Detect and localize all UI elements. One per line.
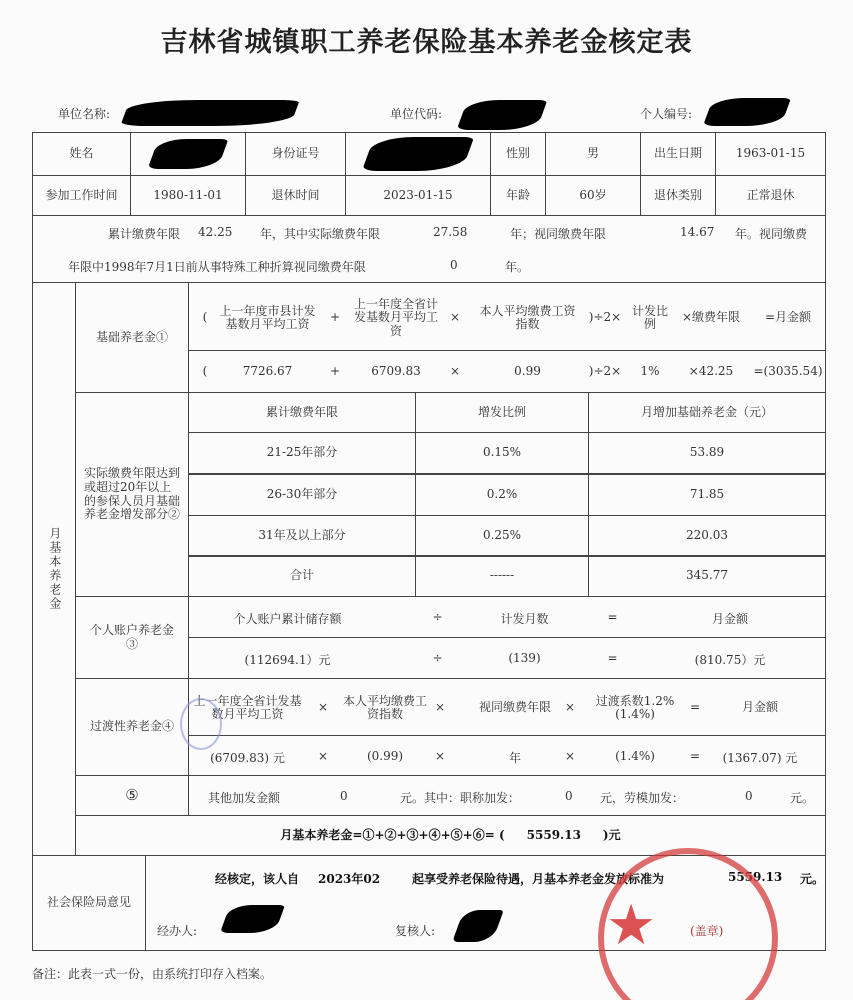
extra-table-cell: 21-25年部分 — [188, 432, 416, 474]
account-value-term: = — [607, 651, 618, 665]
extra-header: 月增加基础养老金（元） — [588, 392, 826, 433]
basic-value-term: )÷2× — [588, 364, 622, 378]
retire-value: 2023-01-15 — [345, 175, 491, 216]
seal-text: (盖章) — [690, 924, 724, 938]
basic-value-term: 6709.83 — [371, 364, 421, 378]
work-start-value: 1980-11-01 — [130, 175, 246, 216]
extra-table-cell: 0.2% — [415, 474, 589, 516]
basic-value-term: 1% — [640, 364, 660, 378]
basic-value-term: ×42.25 — [688, 364, 734, 378]
extra-header: 增发比例 — [415, 392, 589, 433]
other-text-4: 元。 — [790, 791, 815, 805]
extra-table-cell: 合计 — [188, 555, 416, 597]
transition-header-term: 视同缴费年限 — [478, 700, 551, 715]
basic-header-term: × — [449, 310, 461, 325]
id-label: 身份证号 — [245, 132, 346, 176]
basic-header-term: 计发比例 — [631, 303, 668, 331]
form-title: 吉林省城镇职工养老保险基本养老金核定表 — [160, 27, 693, 58]
extra-table-cell: ------ — [415, 555, 589, 597]
footnote: 备注：此表一式一份，由系统打印存入档案。 — [32, 967, 273, 981]
account-header-term: 月金额 — [711, 612, 748, 626]
account-value-term: (810.75）元 — [694, 653, 766, 667]
deemed-years: 14.67 — [680, 225, 715, 239]
transition-value-term: × — [564, 749, 576, 763]
extra-table-cell: 0.15% — [415, 432, 589, 474]
transition-value-term: (1367.07) 元 — [722, 751, 798, 765]
years-text-5: 年限中1998年7月1日前从事特殊工种折算视同缴费年限 — [68, 260, 366, 274]
redacted-id — [362, 137, 474, 171]
side-label: 月基本养老金 — [32, 282, 76, 856]
years-text-2: 年，其中实际缴费年限 — [260, 227, 381, 241]
name-label: 姓名 — [32, 132, 131, 176]
extra-table-cell: 26-30年部分 — [188, 474, 416, 516]
gender-value: 男 — [545, 132, 641, 176]
title-add-amount: 0 — [565, 789, 573, 803]
age-label: 年龄 — [490, 175, 546, 216]
retire-label: 退休时间 — [245, 175, 346, 216]
redacted-unit-code — [457, 100, 548, 130]
other-text-3: 元，劳模加发： — [600, 791, 685, 805]
redacted-name — [148, 139, 229, 169]
redacted-unit-name — [120, 100, 299, 126]
work-start-label: 参加工作时间 — [32, 175, 131, 216]
extra-table-cell: 71.85 — [588, 474, 826, 516]
extra-table-cell: 220.03 — [588, 515, 826, 557]
account-value-term: ÷ — [432, 651, 443, 665]
other-label: ⑤ — [75, 775, 189, 816]
total-formula: 月基本养老金=①+②+③+④+⑤+⑥= ( — [280, 827, 505, 842]
years-text-3: 年；视同缴费年限 — [510, 227, 607, 241]
transition-header-term: 月金额 — [741, 700, 778, 715]
unit-code-label: 单位代码: — [390, 107, 443, 121]
extra-table-cell: 345.77 — [588, 555, 826, 597]
special-years: 0 — [450, 258, 458, 272]
personal-id-label: 个人编号: — [640, 107, 693, 121]
opinion-text-2: 起享受养老保险待遇，月基本养老金发放标准为 — [412, 872, 665, 886]
birth-value: 1963-01-15 — [715, 132, 826, 176]
other-text-1: 其他加发金额 — [208, 791, 281, 805]
name-value — [130, 132, 246, 176]
basic-header-term: =月金额 — [764, 310, 812, 325]
opinion-label: 社会保险局意见 — [32, 855, 146, 951]
extra-table-cell: 31年及以上部分 — [188, 515, 416, 557]
extra-pension-label: 实际缴费年限达到或超过20年以上的参保人员月基础养老金增发部分② — [75, 392, 189, 597]
basic-value-term: =(3035.54) — [753, 364, 823, 378]
transition-value-term: (0.99) — [366, 749, 404, 763]
touch-indicator — [180, 698, 222, 750]
account-header-term: 个人账户累计储存额 — [233, 612, 342, 626]
transition-header-term: × — [434, 700, 446, 715]
basic-value-term: 7726.67 — [242, 364, 293, 378]
basic-header-term: )÷2× — [588, 310, 622, 325]
model-add-amount: 0 — [745, 789, 753, 803]
basic-value-term: × — [449, 364, 461, 378]
basic-value-term: ( — [202, 364, 208, 378]
transition-value-term: 年 — [508, 751, 521, 765]
account-value-term: (112694.1）元 — [244, 653, 331, 667]
transition-header-term: 本人平均缴费工资指数 — [342, 693, 427, 721]
redacted-personal-id — [703, 98, 791, 126]
transition-header-term: × — [564, 700, 576, 715]
extra-table-cell: 0.25% — [415, 515, 589, 557]
actual-years: 27.58 — [433, 225, 468, 239]
basic-value-term: 0.99 — [514, 364, 541, 378]
basic-header-term: + — [329, 310, 341, 325]
birth-label: 出生日期 — [640, 132, 716, 176]
basic-header-term: ×缴费年限 — [681, 310, 741, 325]
other-text-2: 元。其中：职称加发： — [400, 791, 521, 805]
basic-header-term: 上一年度全省计发基数月平均工资 — [353, 297, 438, 338]
transition-pension-label: 过渡性养老金④ — [75, 678, 189, 776]
extra-header: 累计缴费年限 — [188, 392, 416, 433]
transition-header-term: × — [317, 700, 329, 715]
transition-header-term: = — [689, 700, 701, 715]
basic-value-term: + — [329, 364, 341, 378]
transition-value-term: (1.4%) — [615, 749, 655, 763]
transition-header-term: 过渡系数1.2%(1.4%) — [595, 693, 675, 721]
years-text-6: 年。 — [505, 260, 530, 274]
total-amount: 5559.13 — [526, 827, 581, 842]
years-text-1: 累计缴费年限 — [108, 227, 181, 241]
extra-table-cell: 53.89 — [588, 432, 826, 474]
transition-value-term: (6709.83) 元 — [210, 751, 285, 765]
id-value — [345, 132, 491, 176]
handler-label: 经办人: — [157, 924, 198, 938]
years-text-4: 年。视同缴费 — [735, 227, 808, 241]
opinion-start: 2023年02 — [318, 872, 381, 886]
basic-header-term: 本人平均缴费工资指数 — [479, 303, 576, 331]
account-header-term: ÷ — [432, 610, 443, 624]
transition-header-term: 上一年度全省计发基数月平均工资 — [193, 693, 302, 721]
account-header-term: = — [607, 610, 618, 624]
account-pension-label: 个人账户养老金③ — [75, 596, 189, 679]
basic-pension-label: 基础养老金① — [75, 282, 189, 393]
basic-header-term: ( — [202, 310, 208, 325]
age-value: 60岁 — [545, 175, 641, 216]
transition-value-term: × — [434, 749, 446, 763]
total-years: 42.25 — [198, 225, 233, 239]
other-amount: 0 — [340, 789, 348, 803]
basic-header-term: 上一年度市县计发基数月平均工资 — [219, 303, 316, 331]
account-header-term: 计发月数 — [500, 612, 549, 626]
reviewer-label: 复核人: — [395, 924, 436, 938]
transition-value-term: = — [689, 749, 701, 763]
opinion-text-3: 元。 — [800, 872, 825, 886]
retire-type-label: 退休类别 — [640, 175, 716, 216]
seal-star-icon: ★ — [606, 893, 657, 958]
transition-value-term: × — [317, 749, 329, 763]
gender-label: 性别 — [490, 132, 546, 176]
account-value-term: (139) — [508, 651, 541, 665]
retire-type-value: 正常退休 — [715, 175, 826, 216]
opinion-amount: 5559.13 — [728, 870, 783, 884]
unit-name-label: 单位名称: — [58, 107, 111, 121]
total-row — [75, 815, 826, 856]
total-unit: )元 — [602, 827, 621, 842]
opinion-text-1: 经核定，该人自 — [215, 872, 300, 886]
